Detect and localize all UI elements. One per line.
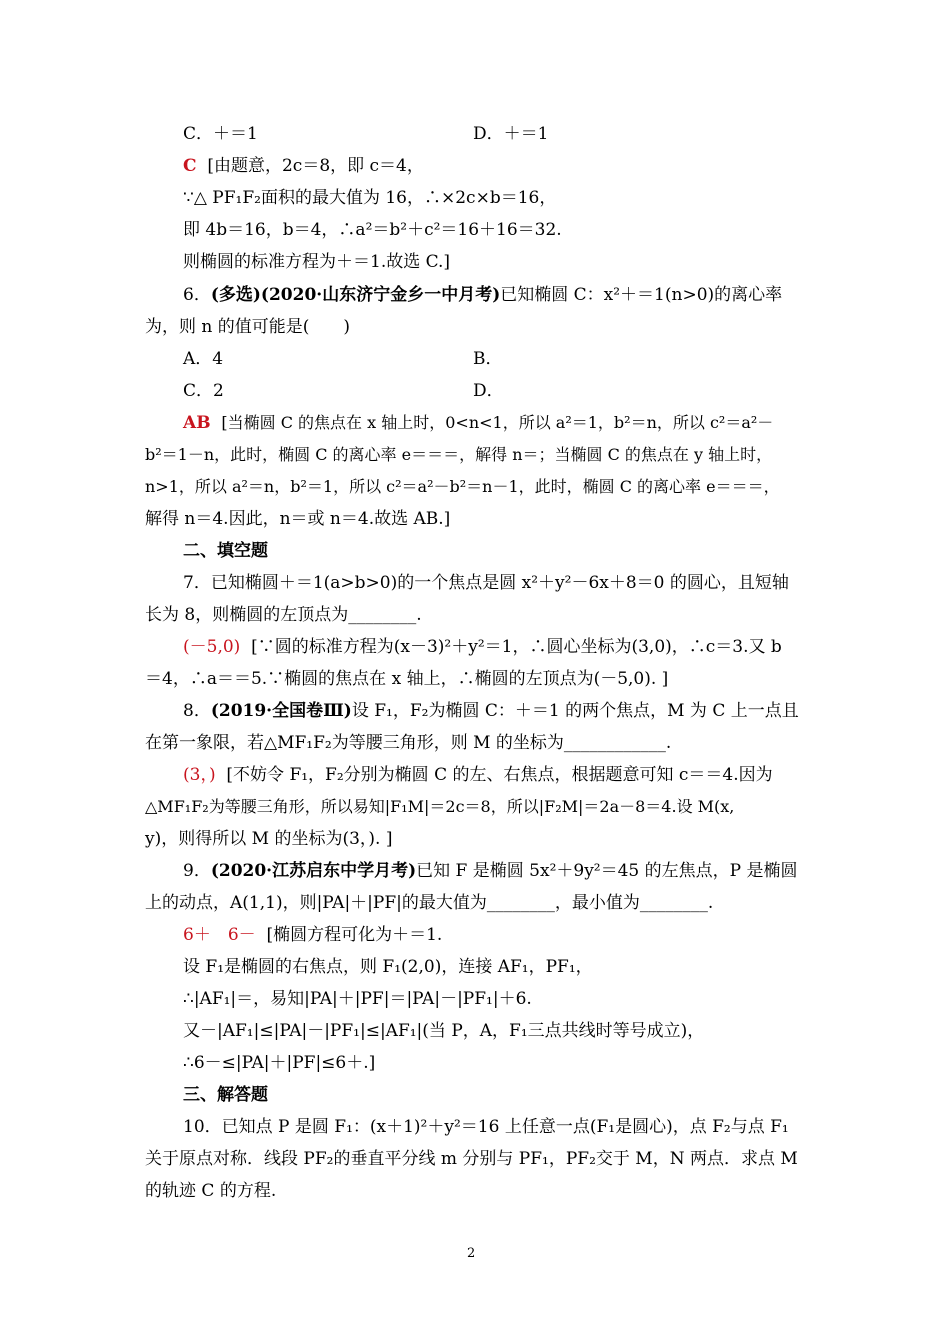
q7-stem-line-1: 7．已知椭圆＋＝1(a>b>0)的一个焦点是圆 x²＋y²－6x＋8＝0 的圆心，且短轴 <box>183 573 789 593</box>
q6-option-c: C．2 <box>183 381 224 401</box>
q8-number: 8． <box>183 701 211 721</box>
q8-solution-line-3: y)，则得所以 M 的坐标为(3，). ] <box>145 829 393 849</box>
q9-stem-line-1 <box>183 859 798 883</box>
q9-stem-text: 已知 F 是椭圆 5x²＋9y²＝45 的左焦点，P 是椭圆 <box>416 861 798 881</box>
q6-option-d: D． <box>473 381 504 401</box>
q6-solution-text-1: [当椭圆 C 的焦点在 x 轴上时，0<n<1，所以 a²＝1，b²＝n，所以 c²＝a²－ <box>221 413 774 432</box>
q9-solution-line-5: ∴6－≤|PA|＋|PF|≤6＋.] <box>183 1053 376 1073</box>
q8-solution-line-1 <box>183 763 773 787</box>
q8-stem-text: 设 F₁，F₂为椭圆 C：＋＝1 的两个焦点，M 为 C 上一点且 <box>351 701 799 721</box>
q5-answer: C <box>183 156 197 176</box>
q10-stem-line-2: 关于原点对称．线段 PF₂的垂直平分线 m 分别与 PF₁，PF₂交于 M，N 两点．求点 M <box>145 1149 798 1169</box>
q7-solution-text-1: [∵圆的标准方程为(x－3)²＋y²＝1，∴圆心坐标为(3,0)，∴c＝3.又 b <box>251 637 782 657</box>
q9-stem-line-2: 上的动点，A(1,1)，则|PA|＋|PF|的最大值为________，最小值为________. <box>145 893 714 913</box>
q9-answer: 6＋ 6－ <box>183 925 256 945</box>
q5-solution-line-3: 即 4b＝16，b＝4，∴a²＝b²＋c²＝16＋16＝32. <box>183 220 562 240</box>
q5-solution-line-2: ∵△ PF₁F₂面积的最大值为 16，∴×2c×b＝16， <box>183 188 557 208</box>
q9-solution-line-4: 又－|AF₁|≤|PA|－|PF₁|≤|AF₁|(当 P，A，F₁三点共线时等号成立)， <box>183 1021 705 1041</box>
q5-solution-line-1 <box>183 154 424 178</box>
q9-solution-line-2: 设 F₁是椭圆的右焦点，则 F₁(2,0)，连接 AF₁，PF₁， <box>183 957 593 977</box>
q5-option-d: D．＋＝1 <box>473 124 549 144</box>
q9-solution-line-3: ∴|AF₁|＝，易知|PA|＋|PF|＝|PA|－|PF₁|＋6. <box>183 989 532 1009</box>
q8-source-tag: (2019·全国卷Ⅲ) <box>210 701 352 721</box>
q9-number: 9． <box>183 861 211 881</box>
q6-option-b: B． <box>473 349 503 369</box>
q8-answer: (3，) <box>183 765 216 785</box>
q5-solution-line-4: 则椭圆的标准方程为＋＝1.故选 C.] <box>183 252 451 272</box>
q5-solution-text-1: [由题意，2c＝8，即 c＝4， <box>207 156 424 176</box>
page-number: 2 <box>467 1246 476 1261</box>
q6-solution-line-4: 解得 n＝4.因此，n＝或 n＝4.故选 AB.] <box>145 509 451 529</box>
q6-stem-line-1 <box>183 283 782 307</box>
q10-stem-line-1: 10．已知点 P 是圆 F₁：(x＋1)²＋y²＝16 上任意一点(F₁是圆心)，点 F₂与点 F₁ <box>183 1117 789 1137</box>
q6-stem-text: 已知椭圆 C：x²＋＝1(n>0)的离心率 <box>500 285 783 305</box>
q7-answer: (－5,0) <box>183 637 241 657</box>
q6-stem-line-2: 为，则 n 的值可能是( ) <box>145 317 351 337</box>
q6-answer: AB <box>183 413 211 433</box>
q9-solution-line-1 <box>183 923 442 947</box>
q7-stem-line-2: 长为 8，则椭圆的左顶点为________. <box>145 605 422 625</box>
q10-stem-line-3: 的轨迹 C 的方程. <box>145 1181 277 1201</box>
q7-solution-line-2: ＝4，∴a＝＝5.∵椭圆的焦点在 x 轴上，∴椭圆的左顶点为(－5,0). ] <box>145 669 669 689</box>
q9-solution-text-1: [椭圆方程可化为＋＝1. <box>266 925 443 945</box>
section-heading-fill-in: 二、填空题 <box>183 541 268 561</box>
q8-solution-text-1: [不妨令 F₁，F₂分别为椭圆 C 的左、右焦点，根据题意可知 c＝＝4.因为 <box>226 765 773 785</box>
q6-solution-line-1 <box>183 411 773 435</box>
q8-solution-line-2: △MF₁F₂为等腰三角形，所以易知|F₁M|＝2c＝8，所以|F₂M|＝2a－8＝4.设 M(x, <box>145 797 735 816</box>
q9-source-tag: (2020·江苏启东中学月考) <box>210 861 417 881</box>
q6-solution-line-2: b²＝1－n，此时，椭圆 C 的离心率 e＝＝＝，解得 n＝；当椭圆 C 的焦点在 y 轴上时， <box>145 445 773 464</box>
q6-number: 6． <box>183 285 211 305</box>
q8-stem-line-2: 在第一象限，若△MF₁F₂为等腰三角形，则 M 的坐标为____________. <box>145 733 672 753</box>
q5-option-c: C．＋＝1 <box>183 124 258 144</box>
q6-solution-line-3: n>1，所以 a²＝n，b²＝1，所以 c²＝a²－b²＝n－1，此时，椭圆 C 的离心率 e＝＝＝， <box>145 477 780 496</box>
q8-stem-line-1 <box>183 699 799 723</box>
q6-source-tag: (多选)(2020·山东济宁金乡一中月考) <box>210 285 501 305</box>
q6-option-a: A．4 <box>183 349 224 369</box>
section-heading-answer: 三、解答题 <box>183 1085 268 1105</box>
q7-solution-line-1 <box>183 635 782 659</box>
